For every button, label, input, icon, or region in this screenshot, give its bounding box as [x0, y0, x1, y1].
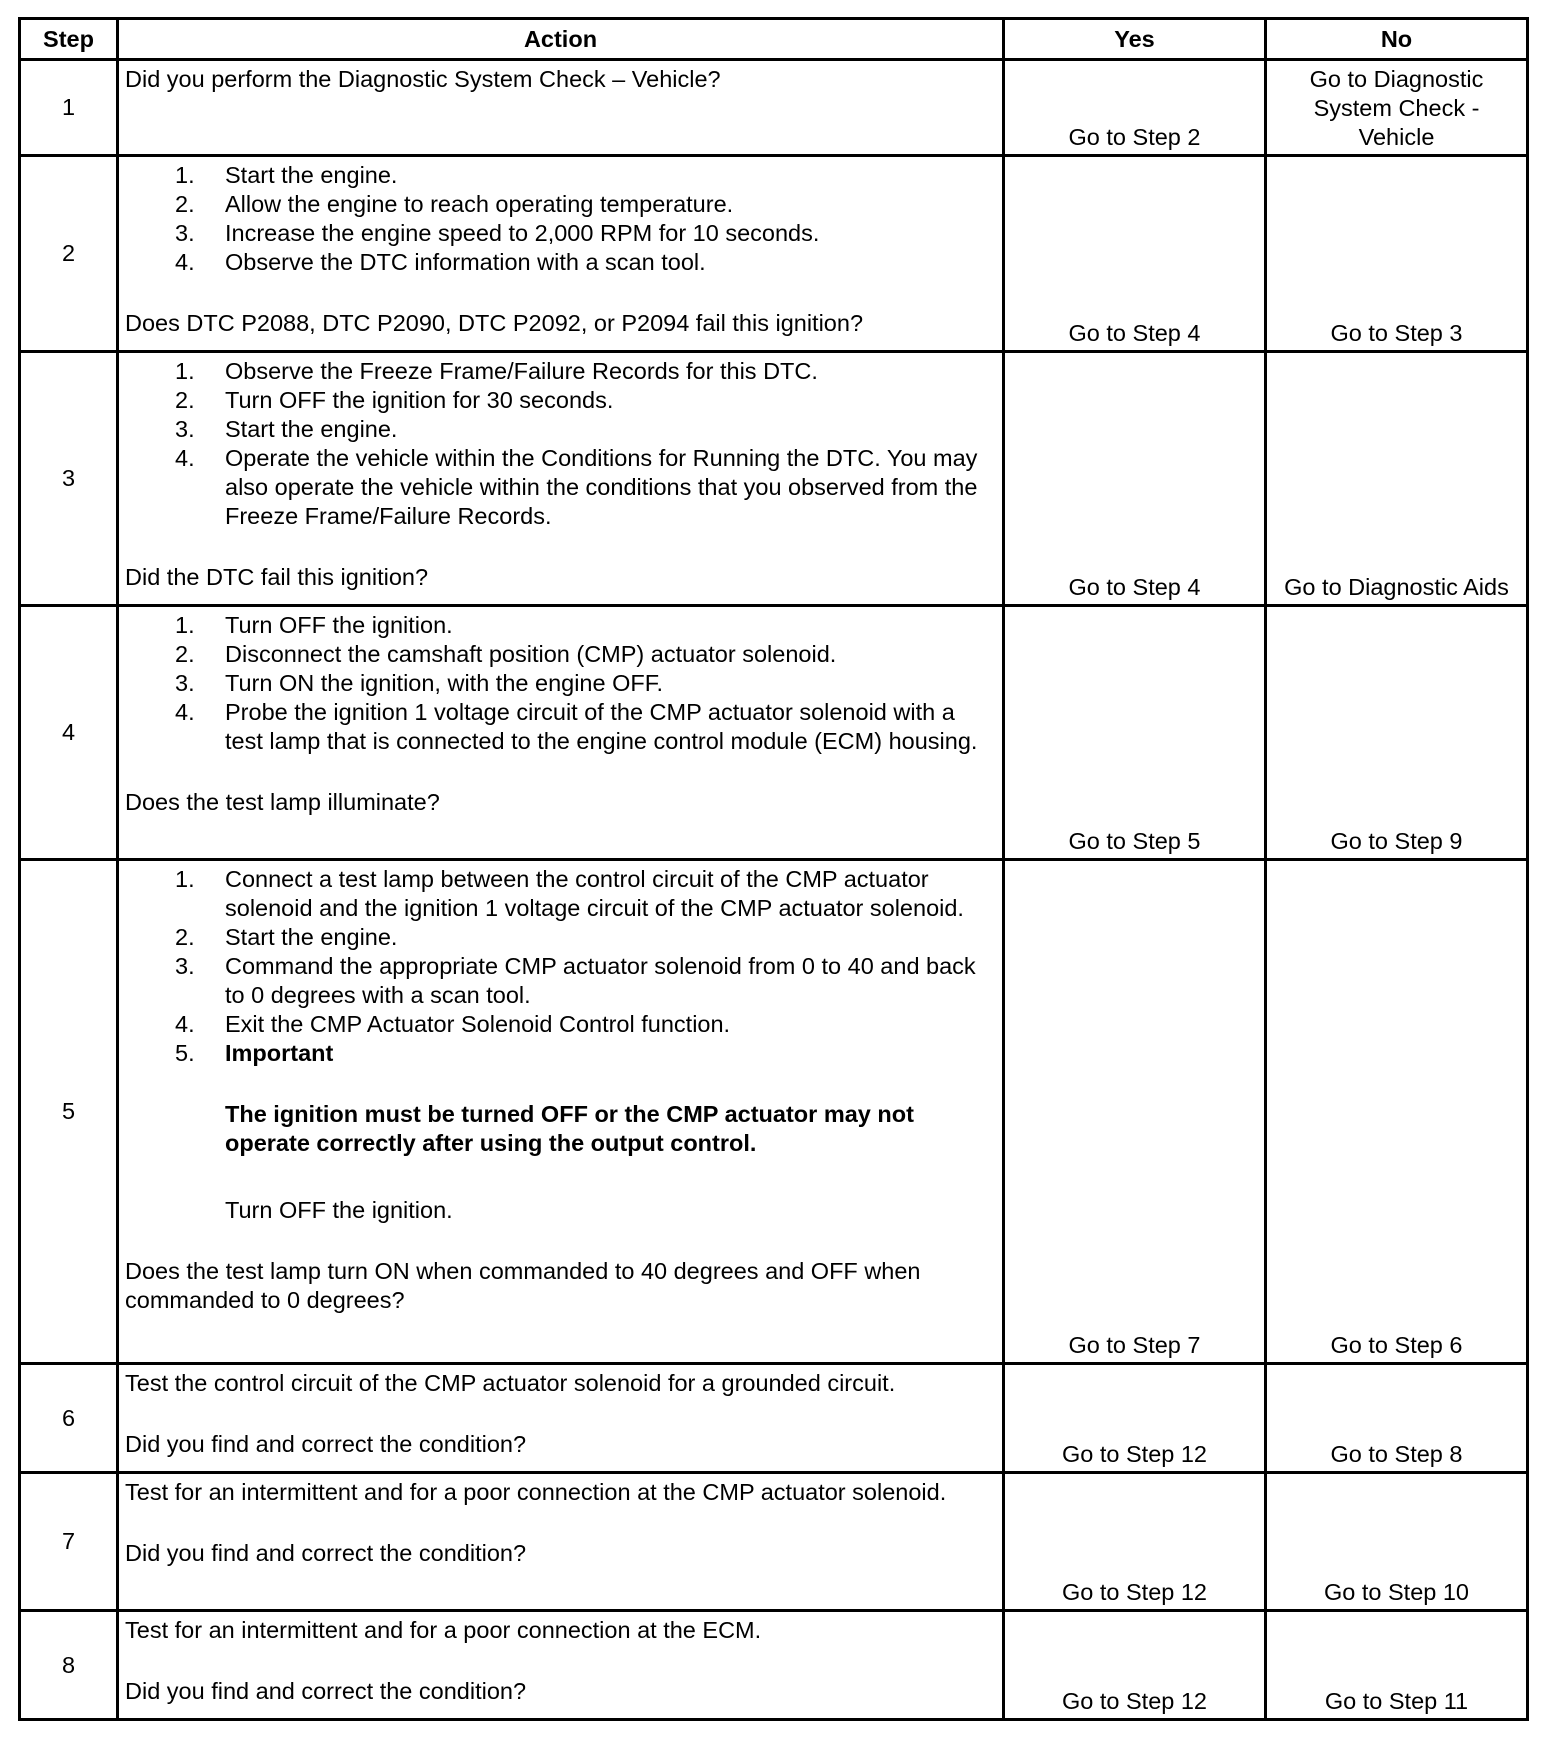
action-cell	[118, 1364, 1004, 1473]
yes-cell: Go to Step 7	[1004, 860, 1266, 1364]
list-item: 3. Command the appropriate CMP actuator solenoid from 0 to 40 and back to 0 degrees with a scan tool.	[175, 953, 976, 1008]
action-cell	[118, 606, 1004, 860]
action-text: Test for an intermittent and for a poor connection at the CMP actuator solenoid.	[125, 1479, 947, 1505]
step-number: 1	[20, 60, 118, 156]
step-number: 7	[20, 1473, 118, 1611]
no-cell: Go to Step 9	[1266, 606, 1528, 860]
action-text: Did you perform the Diagnostic System Check – Vehicle?	[125, 66, 721, 92]
list-item: 4. Observe the DTC information with a scan tool.	[175, 249, 706, 275]
action-text: Test the control circuit of the CMP actuator solenoid for a grounded circuit.	[125, 1370, 896, 1396]
list-item: 2. Turn OFF the ignition for 30 seconds.	[175, 387, 614, 413]
no-cell: Go to Step 11	[1266, 1611, 1528, 1720]
step-number: 2	[20, 156, 118, 352]
action-cell	[118, 1611, 1004, 1720]
no-cell: Go to Step 6	[1266, 860, 1528, 1364]
yes-cell: Go to Step 12	[1004, 1364, 1266, 1473]
action-cell	[118, 1473, 1004, 1611]
list-item: 2. Disconnect the camshaft position (CMP) actuator solenoid.	[175, 641, 837, 667]
action-question: Does DTC P2088, DTC P2090, DTC P2092, or P2094 fail this ignition?	[125, 310, 864, 336]
list-item: 1. Observe the Freeze Frame/Failure Records for this DTC.	[175, 358, 818, 384]
no-cell: Go to Step 8	[1266, 1364, 1528, 1473]
header-row	[20, 19, 1528, 60]
action-question: Did you find and correct the condition?	[125, 1540, 527, 1566]
action-text: Test for an intermittent and for a poor connection at the ECM.	[125, 1617, 762, 1643]
list-item: 3. Start the engine.	[175, 416, 398, 442]
action-cell	[118, 352, 1004, 606]
table-row-step-6	[20, 1364, 1528, 1473]
final-instruction: Turn OFF the ignition.	[225, 1197, 453, 1223]
list-item: 3. Turn ON the ignition, with the engine OFF.	[175, 670, 664, 696]
table-row-step-3	[20, 352, 1528, 606]
list-item: 4. Exit the CMP Actuator Solenoid Control function.	[175, 1011, 731, 1037]
yes-cell: Go to Step 12	[1004, 1473, 1266, 1611]
important-note: The ignition must be turned OFF or the CMP actuator may not operate correctly after using the output control.	[225, 1101, 914, 1156]
header-yes: Yes	[1004, 19, 1266, 60]
action-question: Did the DTC fail this ignition?	[125, 564, 429, 590]
table-row-step-8	[20, 1611, 1528, 1720]
table-row-step-4	[20, 606, 1528, 860]
no-cell: Go to Step 3	[1266, 156, 1528, 352]
table-row-step-2	[20, 156, 1528, 352]
yes-cell: Go to Step 4	[1004, 156, 1266, 352]
action-cell	[118, 156, 1004, 352]
no-cell: Go to Step 10	[1266, 1473, 1528, 1611]
no-cell: Go to Diagnostic Aids	[1266, 352, 1528, 606]
header-no: No	[1266, 19, 1528, 60]
diagnostic-table-container	[18, 17, 1526, 1721]
action-cell	[118, 60, 1004, 156]
yes-cell: Go to Step 12	[1004, 1611, 1266, 1720]
list-item: 1. Connect a test lamp between the control circuit of the CMP actuator solenoid and the ignition 1 voltage circuit of the CMP actuator solenoid.	[175, 866, 964, 921]
table-row-step-5	[20, 860, 1528, 1364]
action-steps-list	[125, 611, 996, 756]
step-number: 5	[20, 860, 118, 1364]
list-item: 1. Start the engine.	[175, 162, 398, 188]
list-item: 3. Increase the engine speed to 2,000 RPM for 10 seconds.	[175, 220, 820, 246]
yes-cell: Go to Step 4	[1004, 352, 1266, 606]
action-steps-list	[125, 161, 996, 277]
header-action: Action	[118, 19, 1004, 60]
action-question: Does the test lamp turn ON when commanded to 40 degrees and OFF when commanded to 0 degrees?	[125, 1258, 921, 1313]
action-question: Does the test lamp illuminate?	[125, 789, 440, 815]
action-cell	[118, 860, 1004, 1364]
action-question: Did you find and correct the condition?	[125, 1678, 527, 1704]
step-number: 4	[20, 606, 118, 860]
diagnostic-table	[18, 17, 1529, 1721]
list-item: 2. Allow the engine to reach operating temperature.	[175, 191, 734, 217]
list-item: 5. Important	[175, 1040, 334, 1066]
no-cell: Go to Diagnostic System Check - Vehicle	[1266, 60, 1528, 156]
action-steps-list	[125, 357, 996, 531]
list-item: 2. Start the engine.	[175, 924, 398, 950]
header-step: Step	[20, 19, 118, 60]
step-number: 3	[20, 352, 118, 606]
yes-cell: Go to Step 2	[1004, 60, 1266, 156]
table-row-step-1	[20, 60, 1528, 156]
yes-cell: Go to Step 5	[1004, 606, 1266, 860]
step-number: 6	[20, 1364, 118, 1473]
action-steps-list	[125, 865, 996, 1068]
action-question: Did you find and correct the condition?	[125, 1431, 527, 1457]
table-row-step-7	[20, 1473, 1528, 1611]
list-item: 4. Probe the ignition 1 voltage circuit of the CMP actuator solenoid with a test lamp that is connected to the engine control module (ECM) housing.	[175, 699, 978, 754]
list-item: 4. Operate the vehicle within the Conditions for Running the DTC. You may also operate the vehicle within the conditions that you observed from the Freeze Frame/Failure Records.	[175, 445, 978, 529]
step-number: 8	[20, 1611, 118, 1720]
list-item: 1. Turn OFF the ignition.	[175, 612, 453, 638]
